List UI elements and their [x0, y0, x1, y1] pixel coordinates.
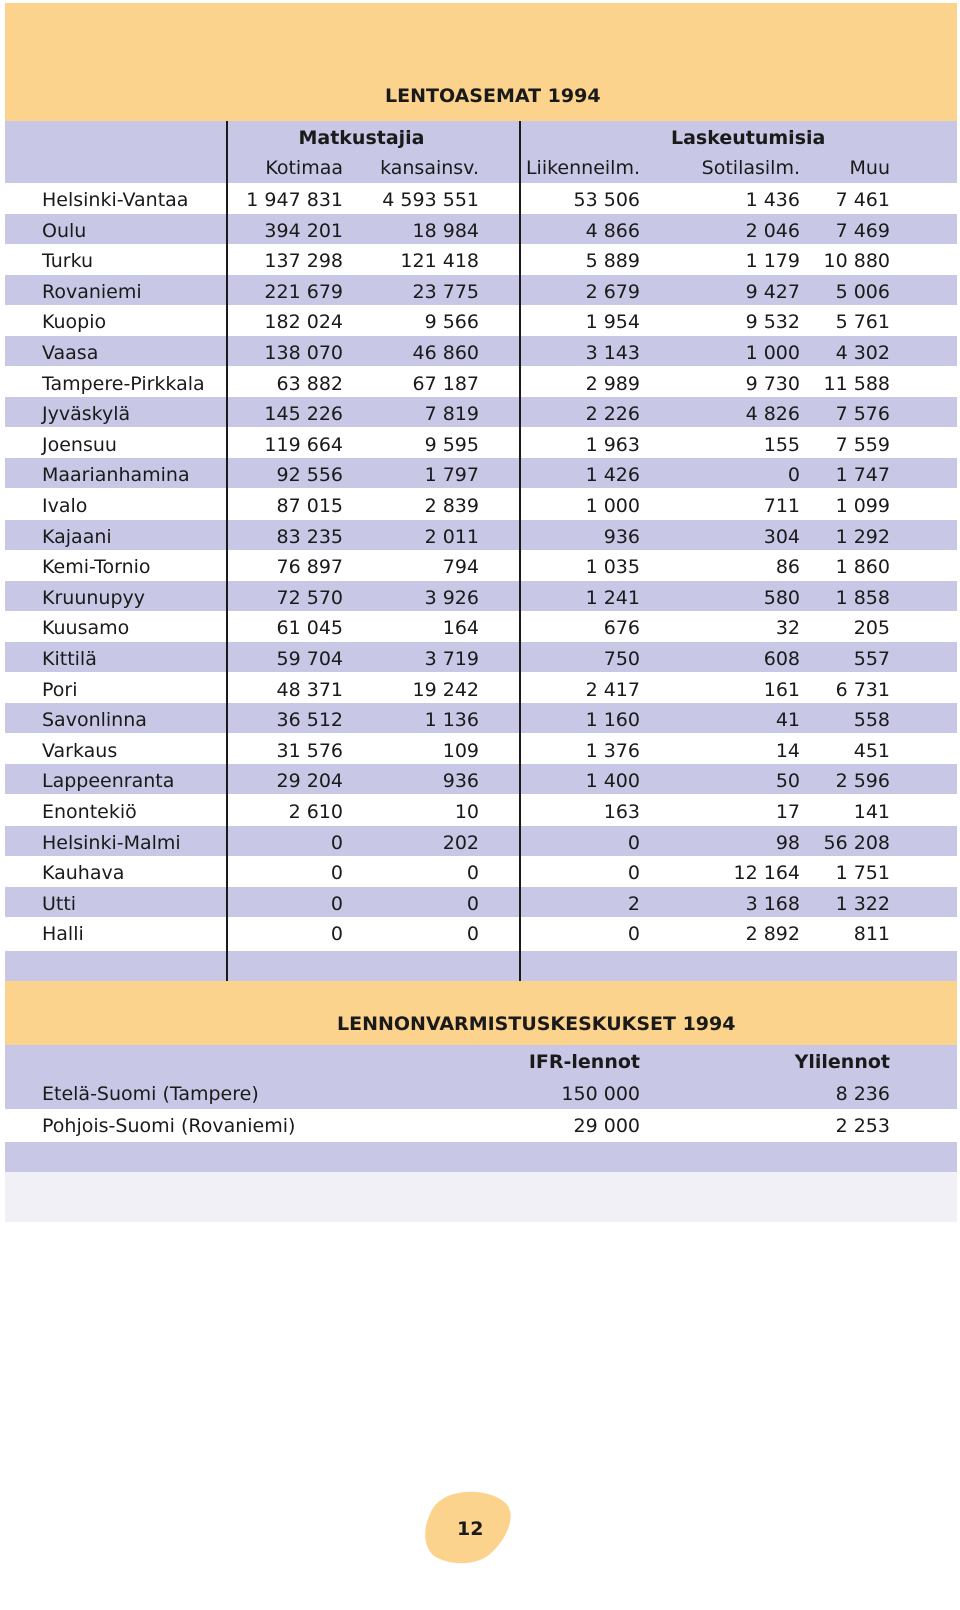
table-row — [5, 489, 957, 519]
table-cell: 7 819 — [424, 403, 479, 426]
airport-name: Utti — [42, 892, 77, 915]
control-centre-name: Etelä-Suomi (Tampere) — [42, 1083, 259, 1105]
table-cell: 2 596 — [835, 770, 890, 793]
airport-name: Turku — [42, 250, 94, 273]
table-cell: 17 — [775, 801, 800, 823]
table-cell: 9 595 — [424, 433, 479, 456]
table-row — [5, 520, 957, 550]
table-cell: 32 — [775, 617, 800, 640]
table-row — [5, 550, 957, 580]
airport-name: Maarianhamina — [42, 464, 190, 487]
table-cell: 0 — [627, 923, 640, 946]
table-cell: 0 — [627, 831, 640, 854]
table-row — [5, 183, 957, 213]
table-cell: 4 826 — [745, 403, 800, 426]
table-cell: 3 168 — [745, 892, 800, 915]
table-row — [5, 214, 957, 244]
table-row — [5, 703, 957, 733]
table-cell: 0 — [627, 862, 640, 885]
table-cell: 1 000 — [745, 342, 800, 364]
table-cell: 4 302 — [835, 342, 890, 364]
control-centre-name: Pohjois-Suomi (Rovaniemi) — [42, 1115, 296, 1137]
airport-name: Savonlinna — [42, 709, 147, 732]
airport-name: Varkaus — [42, 739, 118, 762]
table-cell: 5 889 — [585, 250, 640, 273]
airport-name: Kemi-Tornio — [42, 556, 151, 579]
table-row — [5, 367, 957, 397]
table-cell: 29 204 — [276, 770, 343, 793]
table-cell: 41 — [775, 709, 800, 732]
table-cell: 1 426 — [585, 464, 640, 487]
table-cell: 1 160 — [585, 709, 640, 732]
table-cell: 63 882 — [276, 372, 343, 395]
table-row — [5, 917, 957, 947]
table-cell: 750 — [603, 648, 640, 670]
airport-name: Lappeenranta — [42, 770, 175, 793]
airport-name: Helsinki-Malmi — [42, 831, 181, 854]
table-cell: 5 761 — [835, 311, 890, 334]
airport-name: Vaasa — [42, 342, 99, 364]
table-cell: 98 — [775, 831, 800, 854]
airport-name: Tampere-Pirkkala — [42, 372, 205, 395]
airport-name: Kuopio — [42, 311, 107, 334]
column-header: IFR-lennot — [528, 1051, 640, 1073]
table-cell: 46 860 — [412, 342, 479, 364]
table-cell: 9 532 — [745, 311, 800, 334]
column-header: kansainsv. — [380, 157, 479, 179]
table-row — [5, 734, 957, 764]
table-cell: 221 679 — [264, 280, 343, 303]
table-cell: 558 — [853, 709, 890, 732]
table-cell: 67 187 — [412, 372, 479, 395]
airport-name: Helsinki-Vantaa — [42, 189, 189, 211]
table-cell: 1 292 — [835, 525, 890, 548]
airport-name: Kajaani — [42, 525, 112, 548]
table-cell: 12 164 — [733, 862, 800, 885]
table-cell: 2 892 — [745, 923, 800, 946]
table-cell: 109 — [442, 739, 479, 762]
table-cell: 0 — [787, 464, 800, 487]
table-cell: 1 099 — [835, 495, 890, 517]
group-header-landings: Laskeutumisia — [671, 127, 826, 149]
column-header: Kotimaa — [265, 157, 343, 179]
table-cell: 1 136 — [424, 709, 479, 732]
table-cell: 3 143 — [585, 342, 640, 364]
table-row — [5, 458, 957, 488]
table-cell: 1 797 — [424, 464, 479, 487]
airports-footer-stripe — [5, 951, 957, 981]
table-cell: 138 070 — [264, 342, 343, 364]
airport-name: Ivalo — [42, 495, 88, 517]
table-cell: 4 866 — [585, 219, 640, 242]
table-cell: 2 011 — [424, 525, 479, 548]
table-cell: 2 — [627, 892, 640, 915]
table-cell: 0 — [330, 831, 343, 854]
column-header: Muu — [849, 157, 890, 179]
airport-name: Kittilä — [42, 648, 97, 670]
table-row — [5, 856, 957, 886]
table-cell: 1 954 — [585, 311, 640, 334]
table-cell: 50 — [775, 770, 800, 793]
airport-name: Kruunupyy — [42, 586, 145, 609]
table-cell: 36 512 — [276, 709, 343, 732]
table-cell: 53 506 — [573, 189, 640, 211]
table-cell: 2 839 — [424, 495, 479, 517]
table-cell: 10 — [454, 801, 479, 823]
table-cell: 7 469 — [835, 219, 890, 242]
table-cell: 182 024 — [264, 311, 343, 334]
table-cell: 83 235 — [276, 525, 343, 548]
table-cell: 59 704 — [276, 648, 343, 670]
table-cell: 394 201 — [264, 219, 343, 242]
table-cell: 0 — [466, 862, 479, 885]
column-header: Ylilennot — [794, 1051, 890, 1073]
table-cell: 0 — [466, 923, 479, 946]
table-cell: 1 747 — [835, 464, 890, 487]
table-cell: 163 — [603, 801, 640, 823]
table-cell: 2 610 — [288, 801, 343, 823]
table-cell: 2 226 — [585, 403, 640, 426]
table-cell: 580 — [763, 586, 800, 609]
table-cell: 155 — [763, 433, 800, 456]
page-number: 12 — [457, 1518, 484, 1540]
table-cell: 0 — [466, 892, 479, 915]
table-cell: 87 015 — [276, 495, 343, 517]
table-row — [5, 305, 957, 335]
table-cell: 557 — [853, 648, 890, 670]
column-header-row — [5, 151, 957, 183]
airport-name: Kuusamo — [42, 617, 130, 640]
table-cell: 711 — [763, 495, 800, 517]
table-cell: 1 947 831 — [246, 189, 343, 211]
table-cell: 0 — [330, 892, 343, 915]
airport-name: Oulu — [42, 219, 87, 242]
table-cell: 1 000 — [585, 495, 640, 517]
table-cell: 48 371 — [276, 678, 343, 701]
control-centres-footer-stripe — [5, 1142, 957, 1172]
table-cell: 137 298 — [264, 250, 343, 273]
control-centres-panel — [5, 981, 957, 1223]
airport-name: Enontekiö — [42, 801, 137, 823]
control-centres-title: LENNONVARMISTUSKESKUKSET 1994 — [337, 1013, 736, 1035]
airport-name: Jyväskylä — [42, 403, 131, 426]
table-cell: 1 179 — [745, 250, 800, 273]
table-cell: 936 — [603, 525, 640, 548]
table-cell: 2 046 — [745, 219, 800, 242]
table-cell: 1 963 — [585, 433, 640, 456]
table-cell: 608 — [763, 648, 800, 670]
table-cell: 61 045 — [276, 617, 343, 640]
column-divider — [519, 121, 521, 981]
table-row — [5, 244, 957, 274]
table-cell: 121 418 — [400, 250, 479, 273]
airport-name: Pori — [42, 678, 78, 701]
table-row — [5, 611, 957, 641]
table-row — [5, 336, 957, 366]
table-cell: 3 926 — [424, 586, 479, 609]
airports-title: LENTOASEMAT 1994 — [385, 85, 601, 107]
table-cell: 119 664 — [264, 433, 343, 456]
table-cell: 7 576 — [835, 403, 890, 426]
table-cell: 676 — [603, 617, 640, 640]
table-cell: 92 556 — [276, 464, 343, 487]
table-cell: 8 236 — [835, 1083, 890, 1105]
table-cell: 164 — [442, 617, 479, 640]
table-row — [5, 1109, 957, 1141]
table-cell: 23 775 — [412, 280, 479, 303]
table-cell: 1 035 — [585, 556, 640, 579]
table-cell: 11 588 — [823, 372, 890, 395]
control-centres-bottom-area — [5, 1172, 957, 1222]
table-cell: 56 208 — [823, 831, 890, 854]
table-cell: 936 — [442, 770, 479, 793]
table-cell: 7 559 — [835, 433, 890, 456]
table-cell: 2 989 — [585, 372, 640, 395]
table-cell: 72 570 — [276, 586, 343, 609]
table-cell: 9 730 — [745, 372, 800, 395]
control-centres-column-header-row — [5, 1045, 957, 1077]
table-cell: 2 417 — [585, 678, 640, 701]
table-cell: 29 000 — [573, 1115, 640, 1137]
table-cell: 1 860 — [835, 556, 890, 579]
group-header-row — [5, 121, 957, 151]
table-cell: 2 253 — [835, 1115, 890, 1137]
column-divider — [226, 121, 228, 981]
airport-name: Joensuu — [42, 433, 117, 456]
table-cell: 451 — [853, 739, 890, 762]
table-cell: 1 376 — [585, 739, 640, 762]
table-cell: 1 322 — [835, 892, 890, 915]
table-row — [5, 795, 957, 825]
table-cell: 1 400 — [585, 770, 640, 793]
table-cell: 1 858 — [835, 586, 890, 609]
table-cell: 1 436 — [745, 189, 800, 211]
table-cell: 0 — [330, 862, 343, 885]
table-cell: 2 679 — [585, 280, 640, 303]
table-cell: 205 — [853, 617, 890, 640]
table-cell: 145 226 — [264, 403, 343, 426]
column-header: Sotilasilm. — [701, 157, 800, 179]
airport-name: Halli — [42, 923, 84, 946]
table-cell: 161 — [763, 678, 800, 701]
table-row — [5, 673, 957, 703]
table-cell: 5 006 — [835, 280, 890, 303]
airports-panel — [5, 3, 957, 981]
table-cell: 811 — [853, 923, 890, 946]
airport-name: Kauhava — [42, 862, 125, 885]
table-cell: 76 897 — [276, 556, 343, 579]
table-cell: 86 — [775, 556, 800, 579]
table-cell: 0 — [330, 923, 343, 946]
table-row — [5, 581, 957, 611]
table-row — [5, 275, 957, 305]
table-cell: 31 576 — [276, 739, 343, 762]
table-cell: 304 — [763, 525, 800, 548]
table-row — [5, 397, 957, 427]
table-cell: 202 — [442, 831, 479, 854]
table-cell: 141 — [853, 801, 890, 823]
table-cell: 14 — [775, 739, 800, 762]
table-cell: 794 — [442, 556, 479, 579]
table-cell: 1 241 — [585, 586, 640, 609]
table-cell: 6 731 — [835, 678, 890, 701]
table-row — [5, 764, 957, 794]
table-cell: 7 461 — [835, 189, 890, 211]
table-cell: 18 984 — [412, 219, 479, 242]
table-cell: 150 000 — [561, 1083, 640, 1105]
table-cell: 9 427 — [745, 280, 800, 303]
table-row — [5, 642, 957, 672]
table-cell: 10 880 — [823, 250, 890, 273]
column-header: Liikenneilm. — [525, 157, 640, 179]
table-cell: 1 751 — [835, 862, 890, 885]
table-cell: 9 566 — [424, 311, 479, 334]
table-cell: 3 719 — [424, 648, 479, 670]
group-header-passengers: Matkustajia — [298, 127, 425, 149]
table-row — [5, 1077, 957, 1109]
airport-name: Rovaniemi — [42, 280, 142, 303]
table-cell: 19 242 — [412, 678, 479, 701]
table-row — [5, 887, 957, 917]
table-row — [5, 428, 957, 458]
table-row — [5, 826, 957, 856]
table-cell: 4 593 551 — [382, 189, 479, 211]
